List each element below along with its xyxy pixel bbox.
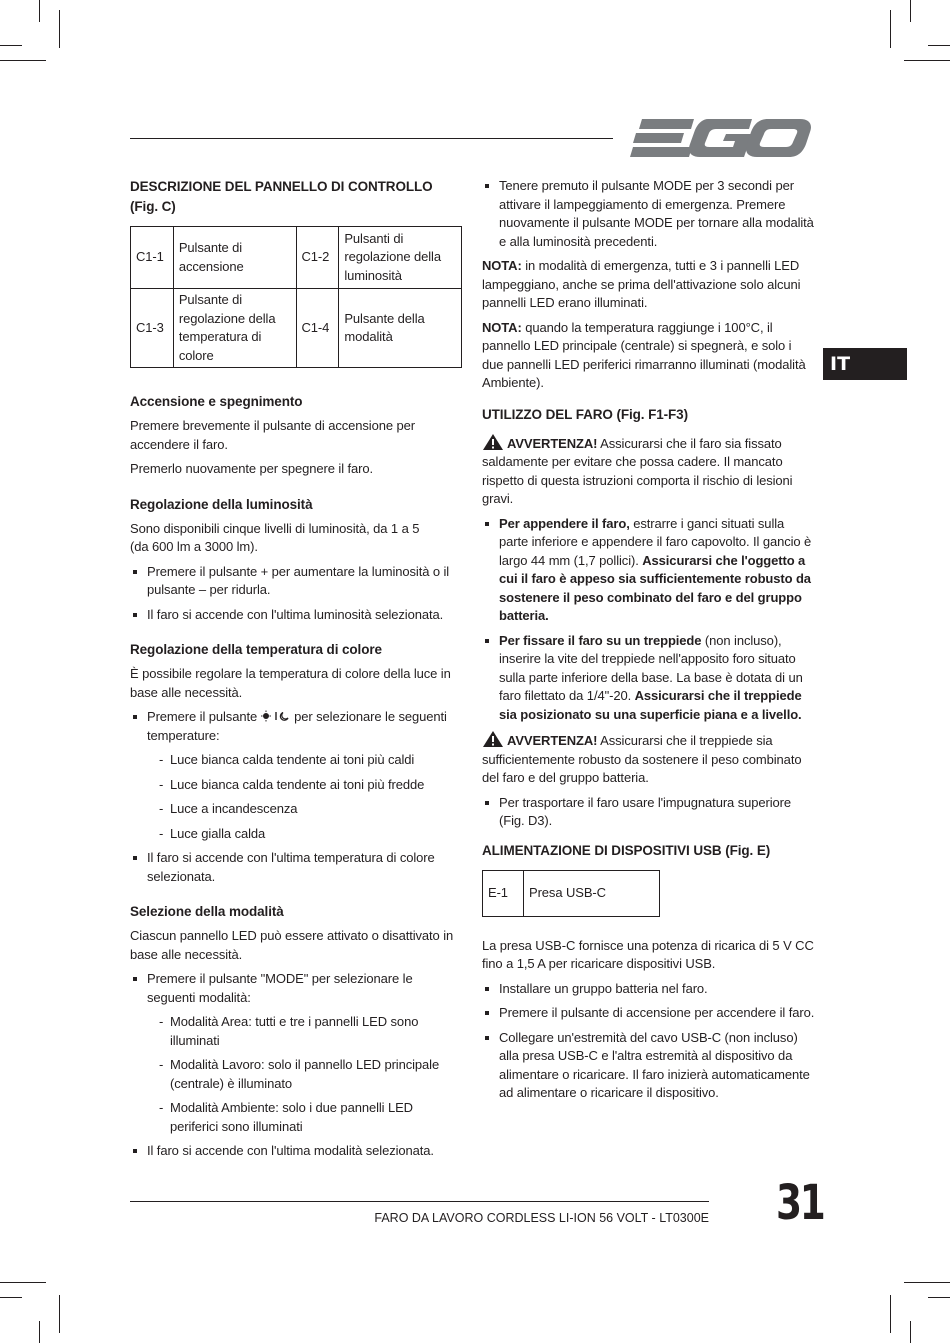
color-temp-list [130, 708, 464, 886]
footer-rule [130, 1201, 709, 1202]
right-column [482, 177, 816, 1109]
table-cell-code: C1-4 [296, 289, 339, 368]
table-cell-label: Pulsanti di regolazione della luminosità [339, 227, 462, 289]
table-cell-code: C1-2 [296, 227, 339, 289]
crop-mark [0, 60, 46, 61]
crop-mark [39, 1321, 40, 1343]
crop-mark [59, 10, 60, 48]
list-item: - Luce gialla calda [147, 825, 464, 844]
emergency-list [482, 177, 816, 251]
paragraph: La presa USB-C fornisce una potenza di ricarica di 5 V CC fino a 1,5 A per ricaricare dispositivi USB. [482, 937, 814, 971]
table-cell-code: C1-3 [131, 289, 174, 368]
crop-mark [910, 1321, 911, 1343]
brightness-title: Regolazione della luminosità [130, 496, 313, 512]
control-panel-title: DESCRIZIONE DEL PANNELLO DI CONTROLLO (Fig. C) [130, 179, 433, 214]
control-panel-table [130, 226, 462, 368]
table-cell-label: Pulsante di regolazione della temperatura di colore [173, 289, 296, 368]
usb-title: ALIMENTAZIONE DI DISPOSITIVI USB (Fig. E) [482, 842, 771, 858]
table-cell-label: Presa USB-C [524, 870, 660, 916]
paragraph: Premerlo nuovamente per spegnere il faro. [130, 461, 374, 476]
color-temp-title: Regolazione della temperatura di colore [130, 642, 382, 657]
note-paragraph: NOTA: in modalità di emergenza, tutti e 3 i pannelli LED lampeggiano, anche se prima dell'attivazione solo alcuni pannelli LED erano illuminati. [482, 258, 801, 310]
paragraph: Sono disponibili cinque livelli di luminosità, da 1 a 5 (da 600 lm a 3000 lm). [130, 520, 420, 554]
carry-list [482, 794, 816, 831]
crop-mark [0, 1297, 22, 1298]
list-item: Per appendere il faro, estrarre i ganci situati sulla parte inferiore e appendere il faro capovolto. Il gancio è largo 44 mm (1,7 pollici). Assicurarsi che l'oggetto a cui il faro è appeso sia sufficientemente robusto da sostenere il peso combinato del faro e del gruppo batteria. [482, 515, 816, 626]
crop-mark [890, 10, 891, 48]
crop-mark [904, 1282, 950, 1283]
color-temp-options [147, 751, 464, 843]
footer-text: FARO DA LAVORO CORDLESS LI-ION 56 VOLT - LT0300E [374, 1211, 709, 1225]
table-cell-label: Pulsante della modalità [339, 289, 462, 368]
color-temperature-icon [261, 710, 291, 722]
warning-paragraph: AVVERTENZA! Assicurarsi che il treppiede sia sufficientemente robusto da sostenere il peso combinato del faro e del gruppo batteria. [482, 730, 816, 788]
paragraph: Ciascun pannello LED può essere attivato o disattivato in base alle necessità. [130, 928, 454, 962]
list-item: Per fissare il faro su un treppiede (non incluso), inserire la vite del treppiede nell'apposito foro situato sulla parte inferiore della base. La base è dotata di un faro filettato da 1/4"-20. Assicurarsi che il treppiede sia posizionato su una superficie piana e a livello. [482, 632, 816, 725]
list-item: - Luce bianca calda tendente ai toni più caldi [147, 751, 464, 770]
note-label: NOTA: [482, 258, 522, 273]
list-item: - Modalità Lavoro: solo il pannello LED principale (centrale) è illuminato [147, 1056, 464, 1093]
list-item: Il faro si accende con l'ultima luminosità selezionata. [130, 606, 464, 625]
left-column [130, 177, 464, 1167]
brightness-list [130, 563, 464, 625]
warning-label: AVVERTENZA! [507, 733, 598, 748]
table-row [131, 289, 462, 368]
header-rule [130, 138, 613, 139]
list-item: Premere il pulsante "MODE" per selezionare le seguenti modalità: - Modalità Area: tutti e tre i pannelli LED sono illuminati - Modalità Lavoro: solo il pannello LED principale (centrale) è illuminato - Modalità Ambiente: solo i due pannelli LED periferici sono illuminati [130, 970, 464, 1136]
mode-options [147, 1013, 464, 1136]
usage-list [482, 515, 816, 725]
table-row [483, 870, 660, 916]
table-row [131, 227, 462, 289]
list-item: Installare un gruppo batteria nel faro. [482, 980, 816, 999]
crop-mark [59, 1295, 60, 1333]
language-tab: IT [823, 348, 907, 380]
note-label: NOTA: [482, 319, 522, 335]
usb-list [482, 980, 816, 1103]
power-title: Accensione e spegnimento [130, 394, 303, 409]
crop-mark [890, 1295, 891, 1333]
paragraph: Premere brevemente il pulsante di accensione per accendere il faro. [130, 418, 415, 452]
list-item: - Modalità Ambiente: solo i due pannelli LED periferici sono illuminati [147, 1099, 464, 1136]
list-item: Il faro si accende con l'ultima temperatura di colore selezionata. [130, 849, 464, 886]
paragraph: È possibile regolare la temperatura di colore della luce in base alle necessità. [130, 666, 451, 700]
list-item: Premere il pulsante di accensione per accendere il faro. [482, 1004, 816, 1023]
crop-mark [904, 60, 950, 61]
crop-mark [928, 1297, 950, 1298]
crop-mark [0, 1282, 46, 1283]
list-item: - Luce bianca calda tendente ai toni più fredde [147, 776, 464, 795]
page-number: 31 [776, 1175, 824, 1231]
table-cell-label: Pulsante di accensione [173, 227, 296, 289]
list-item: Collegare un'estremità del cavo USB-C (non incluso) alla presa USB-C e l'altra estremità al dispositivo da alimentare o ricaricare. Il faro inizierà automaticamente ad alimentare o ricaricare il dispositivo. [482, 1029, 816, 1103]
list-item: Il faro si accende con l'ultima modalità selezionata. [130, 1142, 464, 1161]
crop-mark [910, 0, 911, 22]
list-item: - Modalità Area: tutti e tre i pannelli LED sono illuminati [147, 1013, 464, 1050]
list-item: - Luce a incandescenza [147, 800, 464, 819]
mode-title: Selezione della modalità [130, 904, 284, 919]
warning-label: AVVERTENZA! [507, 435, 598, 451]
table-cell-code: E-1 [483, 870, 524, 916]
warning-icon [482, 433, 504, 451]
note-paragraph: NOTA: quando la temperatura raggiunge i 100°C, il pannello LED principale (centrale) si spegnerà, e solo i due pannelli LED periferici rimarranno illuminati (modalità Ambiente). [482, 319, 806, 390]
table-cell-code: C1-1 [131, 227, 174, 289]
usage-title: UTILIZZO DEL FARO (Fig. F1-F3) [482, 406, 688, 422]
warning-icon [482, 730, 504, 748]
ego-logo [628, 116, 814, 160]
mode-list [130, 970, 464, 1161]
warning-paragraph: AVVERTENZA! Assicurarsi che il faro sia fissato saldamente per evitare che possa cadere. Il mancato rispetto di questa istruzioni comporta il rischio di lesioni gravi. [482, 433, 816, 509]
crop-mark [0, 45, 22, 46]
crop-mark [39, 0, 40, 22]
list-item: Tenere premuto il pulsante MODE per 3 secondi per attivare il lampeggiamento di emergenza. Premere nuovamente il pulsante MODE per tornare alla modalità e alla luminosità precedenti. [482, 177, 816, 251]
list-item: Premere il pulsante + per aumentare la luminosità o il pulsante – per ridurla. [130, 563, 464, 600]
usb-table [482, 870, 660, 917]
list-item: Premere il pulsante per selezionare le seguenti temperature: - Luce bianca calda tendente ai toni più caldi - Luce bianca calda tendente ai toni più fredde - Luce a incandescenza - Luce gialla calda [130, 708, 464, 843]
list-item: Per trasportare il faro usare l'impugnatura superiore (Fig. D3). [482, 794, 816, 831]
crop-mark [928, 45, 950, 46]
